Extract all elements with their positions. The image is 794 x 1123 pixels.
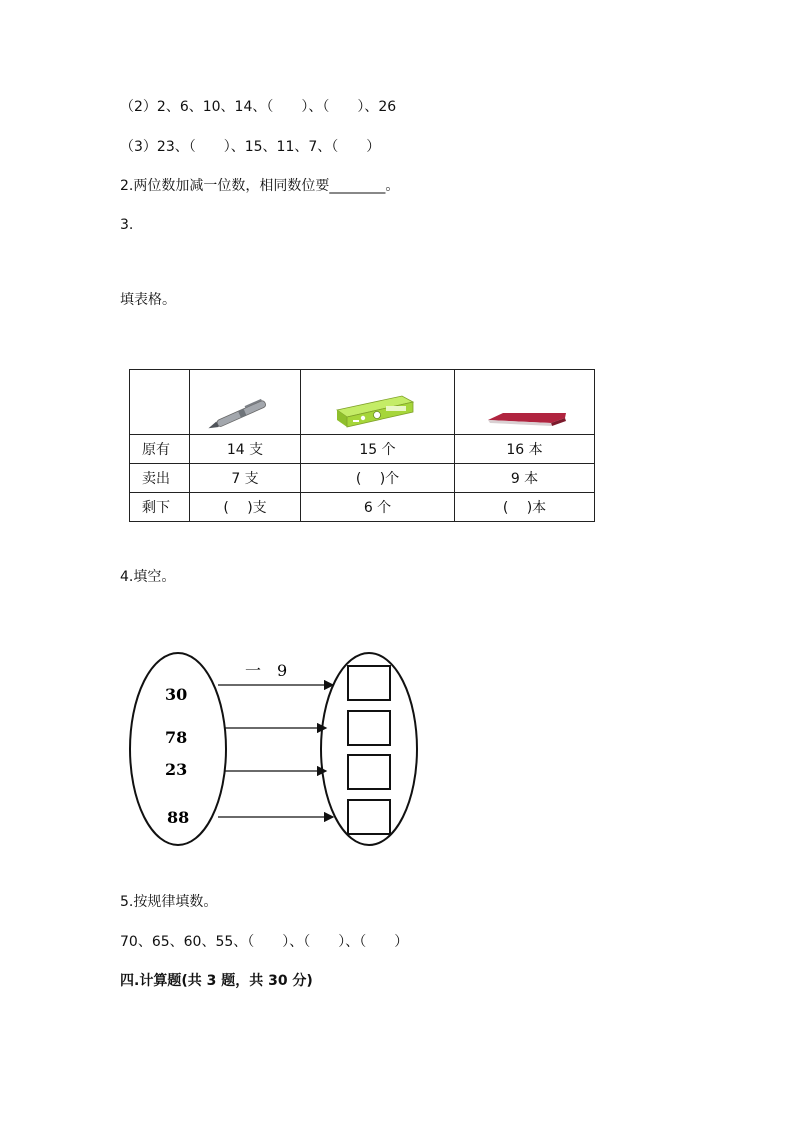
number-88: 88 xyxy=(167,808,190,827)
table-cell: 7 支 xyxy=(190,464,301,493)
answer-box[interactable] xyxy=(348,755,390,789)
number-78: 78 xyxy=(165,728,188,747)
table-row xyxy=(130,493,595,522)
q5-title: 5.按规律填数。 xyxy=(120,894,218,910)
number-30: 30 xyxy=(165,685,188,704)
answer-box[interactable] xyxy=(348,711,390,745)
pencil-box-picture xyxy=(301,370,455,435)
row-label: 剩下 xyxy=(130,493,190,522)
operation-label: 一 9 xyxy=(245,661,288,680)
q2-text: 2.两位数加减一位数，相同数位要________。 xyxy=(120,178,400,194)
q4-title: 4.填空。 xyxy=(120,569,176,585)
pen-picture xyxy=(190,370,301,435)
fill-in-table xyxy=(129,369,595,522)
table-cell: 6 个 xyxy=(301,493,455,522)
table-cell: ( )个 xyxy=(301,464,455,493)
q3-instruction: 填表格。 xyxy=(120,292,176,308)
q1-line-2: （2）2、6、10、14、（ ）、（ ）、26 xyxy=(120,99,397,115)
table-cell: ( )本 xyxy=(455,493,595,522)
row-label: 卖出 xyxy=(130,464,190,493)
notebook-picture xyxy=(455,370,595,435)
table-cell: 16 本 xyxy=(455,435,595,464)
q5-sequence: 70、65、60、55、（ ）、（ ）、（ ） xyxy=(120,934,409,950)
q3-number: 3. xyxy=(120,217,134,233)
table-cell: ( )支 xyxy=(190,493,301,522)
number-23: 23 xyxy=(165,760,188,779)
pen-icon xyxy=(190,390,300,430)
answer-box[interactable] xyxy=(348,800,390,834)
subtraction-mapping-diagram xyxy=(125,648,425,850)
table-row xyxy=(130,464,595,493)
notebook-icon xyxy=(455,400,594,430)
answer-box[interactable] xyxy=(348,666,390,700)
pencil-box-icon xyxy=(301,384,454,430)
table-header-row xyxy=(130,370,595,435)
q1-line-3: （3）23、（ ）、15、11、7、（ ） xyxy=(120,139,381,155)
table-cell: 14 支 xyxy=(190,435,301,464)
table-cell: 15 个 xyxy=(301,435,455,464)
table-header-empty xyxy=(130,370,190,435)
table-row xyxy=(130,435,595,464)
row-label: 原有 xyxy=(130,435,190,464)
table-cell: 9 本 xyxy=(455,464,595,493)
section-4-heading: 四.计算题(共 3 题，共 30 分) xyxy=(120,973,313,989)
